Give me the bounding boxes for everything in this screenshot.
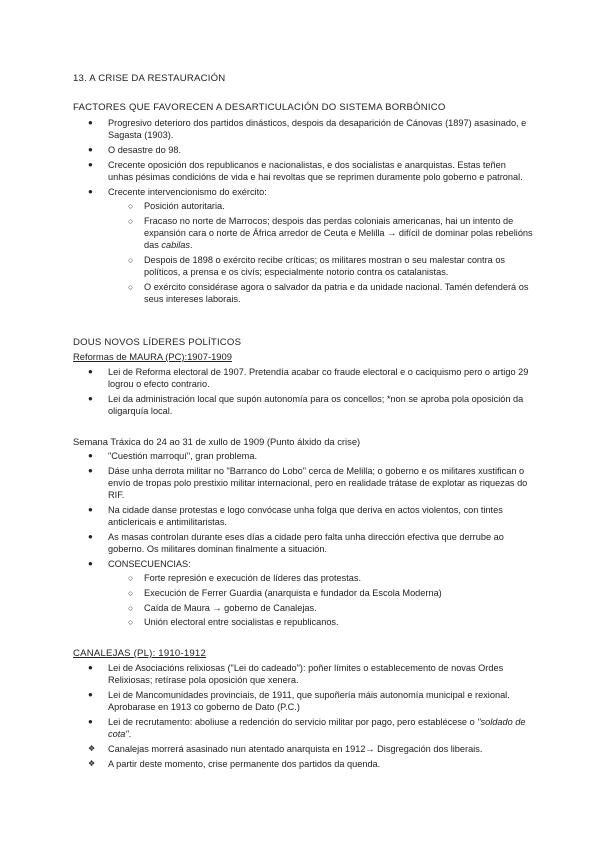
bullet-icon: ● (88, 505, 93, 514)
circle-bullet-icon: ○ (128, 602, 134, 613)
sublist-item: ○ Despois de 1898 o exército recibe críticas; os militares mostran o seu malestar contra os políticos, a prensa e os civís; especialmente notorio contra os catalanistas. (128, 255, 506, 278)
semana-list (73, 450, 533, 631)
list-item: ● Na cidade danse protestas e logo convócase unha folga que deriva en actos violentos, con tintes anticlericais e antimilitaristas. (88, 505, 503, 528)
bullet-icon: ● (88, 559, 93, 568)
consequences-sublist (108, 572, 533, 628)
bullet-icon: ● (88, 394, 93, 403)
sublist-item: ○ Execución de Ferrer Guardia (anarquista e fundador da Escola Moderna) (128, 588, 442, 598)
list-item: ● Crecente oposición dos republicanos e nacionalistas, e dos socialistas e anarquistas. Estas teñen unhas pésimas condicións de vida e hai revoltas que se reprimen duramente polo goberno e patronal. (88, 159, 523, 182)
bullet-icon: ● (88, 717, 93, 726)
bullet-icon: ● (88, 145, 93, 154)
list-item: ● Lei de Mancomunidades provinciais, de 1911, que supoñería máis autonomía municipal e rexional. Aprobarase en 1913 co goberno de Dato (P.C.) (88, 690, 510, 713)
semana-heading: Semana Tráxica do 24 ao 31 de xullo de 1909 (Punto álxido da crise) (73, 436, 361, 447)
factors-list (73, 117, 533, 308)
list-item: ● Lei de Asociacións relixiosas ("Lei do cadeado"): poñer límites o establecemento de novas Ordes Relixiosas; retírase pola oposición que xenera. (88, 663, 504, 686)
army-sublist (108, 200, 533, 306)
list-item: ● As masas controlan durante eses días a cidade pero falta unha dirección efectiva que derrube ao goberno. Os militares dominan finalmente a situación. (88, 532, 504, 555)
bullet-icon: ● (88, 451, 93, 460)
list-item: ● Crecente intervencionismo do exército: ○ Posición autoritaria. ○ Fracaso no norte de Marrocos; despois das perdas coloniais americanas, hai un intento de expansión cara o norte de África arredor de Ceuta e Melilla → difícil de dominar polas rebelións das cabilas. ○ Despois de 1898 o exército recibe críticas; os militares mostran o seu malestar contra os políticos, a prensa e os civís; especialmente notorio contra os catalanistas. ○ O exército considérase agora o salvador da patria e da unidade nacional. Tamén defenderá os seus intereses laborais. (88, 186, 533, 305)
bullet-icon: ● (88, 532, 93, 541)
bullet-icon: ● (88, 690, 93, 699)
page-title: 13. A CRISE DA RESTAURACIÓN (73, 73, 226, 84)
circle-bullet-icon: ○ (128, 255, 134, 265)
maura-list (73, 366, 533, 420)
list-item: ● Lei de recrutamento: aboliuse a redención do servicio militar por pago, pero establécese o "soldado de cota". (88, 717, 526, 740)
sublist-item: ○ Caída de Maura → goberno de Canalejas. (128, 602, 317, 613)
bullet-icon: ● (88, 663, 93, 672)
bullet-icon: ● (88, 465, 93, 475)
circle-bullet-icon: ○ (128, 617, 134, 628)
list-item: ● "Cuestión marroquí", gran problema. (88, 451, 258, 461)
circle-bullet-icon: ○ (128, 282, 134, 292)
sublist-item: ○ Forte represión e execución de líderes das protestas. (128, 573, 362, 584)
sublist-item: ○ Fracaso no norte de Marrocos; despois das perdas coloniais americanas, hai un intento de expansión cara o norte de África arredor de Ceuta e Melilla → difícil de dominar polas rebelións das cabilas. (128, 215, 533, 251)
sublist-item: ○ Posición autoritaria. (128, 201, 225, 211)
bullet-icon: ● (88, 186, 93, 196)
list-item: ● Lei da administración local que supón autonomía para os concellos; *non se aproba pola oposición da oligarquía local. (88, 394, 524, 417)
sublist-item: ○ Unión electoral entre socialistas e republicanos. (128, 617, 339, 628)
list-item: ● O desastre do 98. (88, 145, 182, 155)
list-item: ● Progresivo deterioro dos partidos dinásticos, despois da desaparición de Cánovas (1897) asasinado, e Sagasta (1903). (88, 118, 527, 141)
circle-bullet-icon: ○ (128, 573, 134, 584)
list-item: ❖ A partir deste momento, crise permanente dos partidos da quenda. (88, 758, 381, 769)
circle-bullet-icon: ○ (128, 201, 134, 211)
canalejas-list (73, 662, 533, 772)
list-item: ● Dáse unha derrota militar no "Barranco do Lobo" cerca de Melilla; o goberno e os militares xustifican o envío de tropas polo prestixio militar internacional, pero en realidade trátase de explotar as riquezas do RIF. (88, 465, 528, 501)
bullet-icon: ● (88, 118, 93, 127)
list-item: ● Lei de Reforma electoral de 1907. Pretendía acabar co fraude electoral e o caciquismo pero o artigo 29 logrou o efecto contrario. (88, 367, 529, 390)
diamond-bullet-icon: ❖ (88, 758, 96, 768)
section-heading-leaders: DOUS NOVOS LÍDERES POLÍTICOS (73, 337, 242, 348)
section-heading-factors: FACTORES QUE FAVORECEN A DESARTICULACIÓN DO SISTEMA BORBÓNICO (73, 102, 446, 113)
maura-heading: Reformas de MAURA (PC):1907-1909 (73, 351, 232, 362)
bullet-icon: ● (88, 367, 93, 376)
bullet-icon: ● (88, 159, 93, 169)
list-item: ❖ Canalejas morrerá asasinado nun atentado anarquista en 1912→ Disgregación dos liberais. (88, 744, 483, 754)
section-heading-canalejas: CANALEJAS (PL): 1910-1912 (73, 648, 206, 659)
circle-bullet-icon: ○ (128, 215, 134, 226)
list-item: ● CONSECUENCIAS: ○ Forte represión e execución de líderes das protestas. ○ Execución de Ferrer Guardia (anarquista e fundador da Escola Moderna) ○ Caída de Maura → goberno de Canalejas. ○ Unión electoral entre socialistas e republicanos. (73, 558, 533, 629)
diamond-bullet-icon: ❖ (88, 744, 96, 753)
sublist-item: ○ O exército considérase agora o salvador da patria e da unidade nacional. Tamén defenderá os seus intereses laborais. (128, 282, 529, 305)
circle-bullet-icon: ○ (128, 588, 134, 598)
